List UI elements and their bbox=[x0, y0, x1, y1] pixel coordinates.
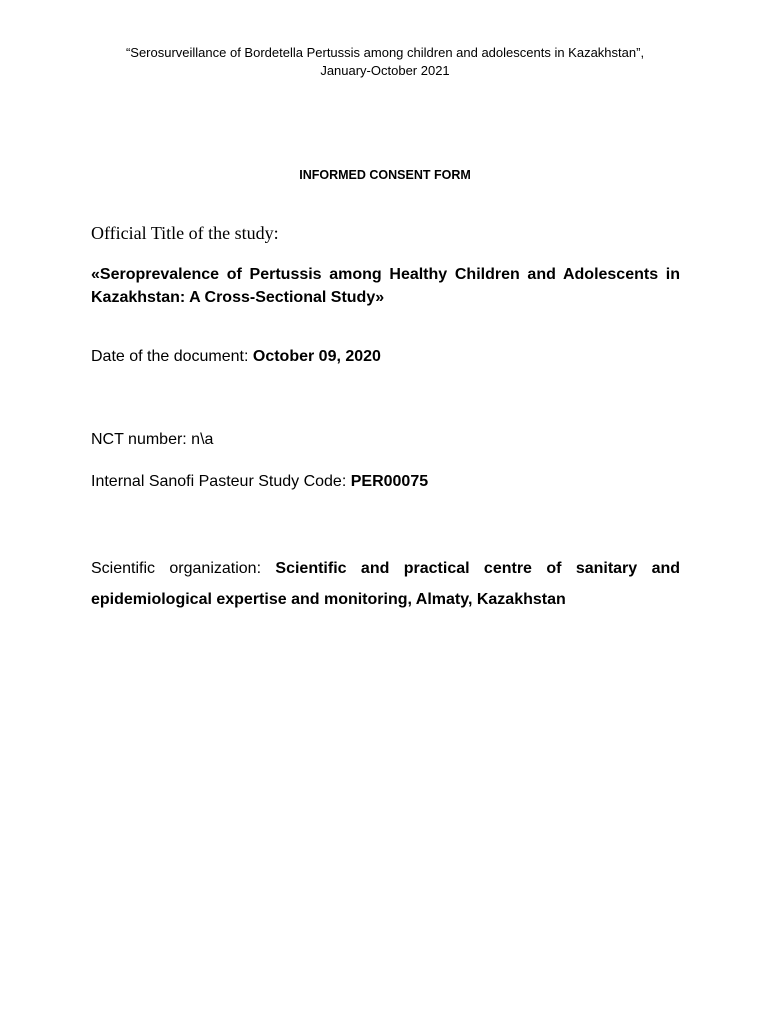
document-date-label: Date of the document: bbox=[91, 348, 253, 365]
header-line-2: January-October 2021 bbox=[320, 63, 450, 78]
document-header bbox=[60, 44, 710, 80]
nct-number-label: NCT number: n\a bbox=[91, 431, 214, 448]
header-line-1: “Serosurveillance of Bordetella Pertussis among children and adolescents in Kazakhstan”, bbox=[125, 45, 645, 60]
scientific-organization-row bbox=[91, 553, 680, 615]
study-code-row bbox=[91, 471, 428, 493]
form-title: INFORMED CONSENT FORM bbox=[299, 168, 471, 182]
study-code-label: Internal Sanofi Pasteur Study Code: bbox=[91, 473, 351, 490]
document-date-value: October 09, 2020 bbox=[252, 348, 381, 365]
nct-number-row bbox=[91, 429, 213, 451]
document-date-row bbox=[91, 346, 381, 368]
study-title: «Seroprevalence of Pertussis among Healthy Children and Adolescents in Kazakhstan: A Cross-Sectional Study» bbox=[91, 266, 680, 306]
organization-label: Scientific organization: bbox=[91, 560, 276, 577]
study-code-value: PER00075 bbox=[350, 473, 429, 490]
official-title-label: Official Title of the study: bbox=[91, 223, 279, 243]
organization-value: Scientific and practical centre of sanitary and epidemiological expertise and monitoring, Almaty, Kazakhstan bbox=[91, 560, 681, 608]
